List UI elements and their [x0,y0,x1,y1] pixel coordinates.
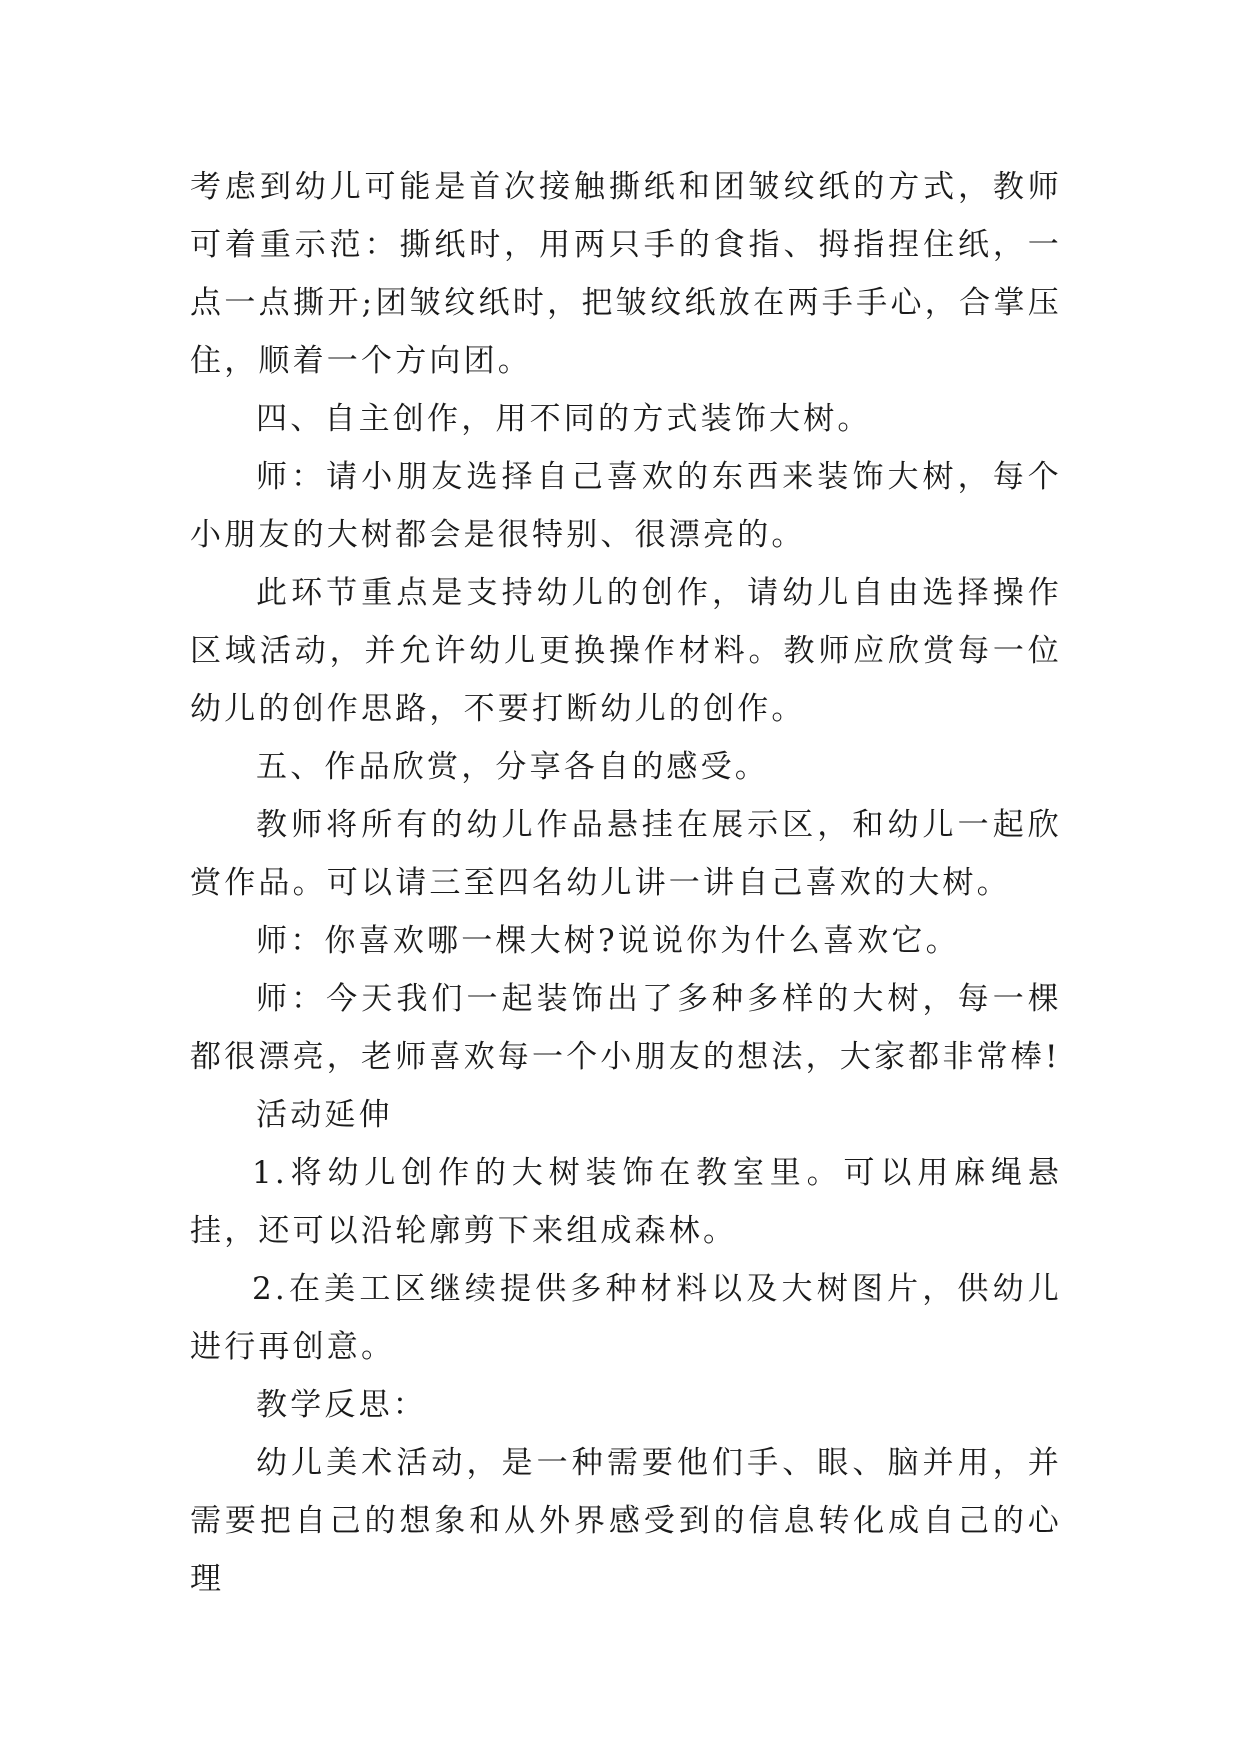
list-item-extension-2: 2.在美工区继续提供多种材料以及大树图片，供幼儿进行再创意。 [190,1271,1062,1365]
paragraph-display-works: 教师将所有的幼儿作品悬挂在展示区，和幼儿一起欣赏作品。可以请三至四名幼儿讲一讲自己喜欢的大树。 [190,807,1062,901]
list-item-extension-1: 1.将幼儿创作的大树装饰在教室里。可以用麻绳悬挂，还可以沿轮廓剪下来组成森林。 [190,1155,1062,1249]
section-heading-extension: 活动延伸 [256,1097,393,1133]
paragraph-support-creation: 此环节重点是支持幼儿的创作，请幼儿自由选择操作区域活动，并允许幼儿更换操作材料。教师应欣赏每一位幼儿的创作思路，不要打断幼儿的创作。 [190,575,1062,727]
paragraph-teacher-question: 师：你喜欢哪一棵大树?说说你为什么喜欢它。 [256,923,960,959]
document-body [190,158,1062,1608]
paragraph-teacher-praise: 师：今天我们一起装饰出了多种多样的大树，每一棵都很漂亮，老师喜欢每一个小朋友的想法，大家都非常棒! [190,981,1062,1075]
section-heading-reflection: 教学反思： [256,1387,427,1423]
section-heading-appreciation: 五、作品欣赏，分享各自的感受。 [256,749,769,785]
paragraph-teacher-invite: 师：请小朋友选择自己喜欢的东西来装饰大树，每个小朋友的大树都会是很特别、很漂亮的。 [190,459,1062,553]
paragraph-tearing-demo: 考虑到幼儿可能是首次接触撕纸和团皱纹纸的方式，教师可着重示范：撕纸时，用两只手的食指、拇指捏住纸，一点一点撕开;团皱纹纸时，把皱纹纸放在两手手心，合掌压住，顺着一个方向团。 [190,169,1062,379]
paragraph-reflection: 幼儿美术活动，是一种需要他们手、眼、脑并用，并需要把自己的想象和从外界感受到的信息转化成自己的心理 [190,1445,1062,1597]
section-heading-creation: 四、自主创作，用不同的方式装饰大树。 [256,401,872,437]
